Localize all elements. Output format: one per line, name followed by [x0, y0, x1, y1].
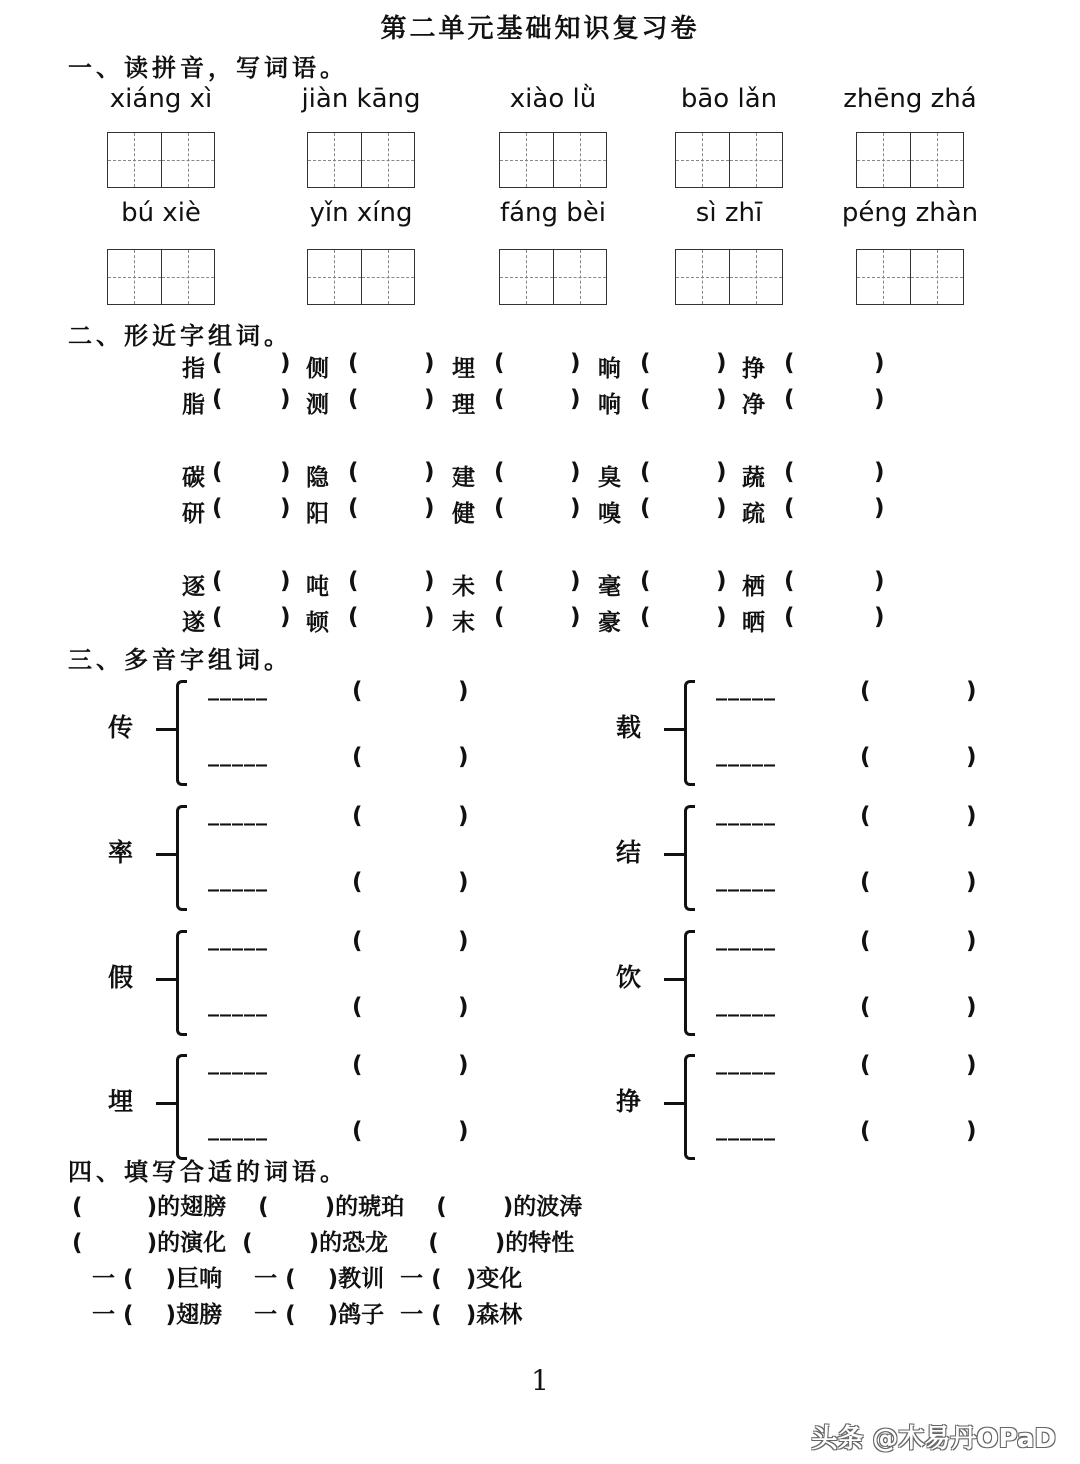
tianzige-cell: [308, 250, 361, 304]
close-paren: ): [966, 803, 977, 829]
close-paren: ): [966, 744, 977, 770]
tianzige-cell: [161, 133, 215, 187]
close-paren: ): [424, 459, 435, 485]
page-title: 第二单元基础知识复习卷: [380, 14, 700, 44]
similar-char: 疏: [742, 501, 765, 527]
answer-blank: _____: [208, 926, 268, 951]
open-paren: (: [352, 928, 363, 954]
tianzige-box: [499, 132, 607, 188]
open-paren: (: [494, 459, 505, 485]
open-paren: (: [860, 994, 871, 1020]
tianzige-cell: [910, 133, 964, 187]
polyphone-char: 载: [616, 713, 642, 742]
similar-char: 挣: [742, 356, 765, 382]
close-paren: ): [570, 568, 581, 594]
answer-blank: _____: [716, 926, 776, 951]
answer-blank: _____: [716, 676, 776, 701]
tianzige-cell: [676, 133, 729, 187]
close-paren: ): [280, 604, 291, 630]
brace-stem: [664, 1102, 686, 1105]
similar-char: 栖: [742, 574, 765, 600]
similar-char: 毫: [598, 574, 621, 600]
similar-char: 遂: [182, 610, 205, 636]
answer-blank: _____: [208, 1116, 268, 1141]
polyphone-char: 率: [108, 838, 134, 867]
answer-blank: _____: [208, 992, 268, 1017]
close-paren: ): [966, 928, 977, 954]
close-paren: ): [458, 678, 469, 704]
polyphone-char: 传: [108, 713, 134, 742]
close-paren: ): [716, 386, 727, 412]
open-paren: (: [212, 386, 223, 412]
open-paren: (: [860, 803, 871, 829]
open-paren: (: [212, 568, 223, 594]
similar-char: 嗅: [598, 501, 621, 527]
tianzige-cell: [161, 250, 215, 304]
tianzige-cell: [676, 250, 729, 304]
tianzige-cell: [857, 133, 910, 187]
section-3-heading: 三、多音字组词。: [68, 646, 292, 674]
close-paren: ): [458, 803, 469, 829]
open-paren: (: [860, 678, 871, 704]
open-paren: (: [212, 350, 223, 376]
tianzige-box: [307, 249, 415, 305]
similar-char: 理: [452, 392, 475, 418]
brace: [176, 930, 187, 1036]
brace: [684, 1054, 695, 1160]
polyphone-char: 挣: [616, 1087, 642, 1116]
tianzige-box: [107, 132, 215, 188]
open-paren: (: [640, 386, 651, 412]
close-paren: ): [874, 350, 885, 376]
polyphone-char: 结: [616, 838, 642, 867]
open-paren: (: [212, 495, 223, 521]
tianzige-cell: [553, 133, 607, 187]
close-paren: ): [966, 994, 977, 1020]
open-paren: (: [784, 604, 795, 630]
close-paren: ): [458, 1118, 469, 1144]
fill-line: ( )的翅膀 ( )的琥珀 ( )的波涛: [72, 1194, 583, 1220]
pinyin-label: xiào lǜ: [509, 84, 597, 114]
tianzige-box: [107, 249, 215, 305]
fill-line: 一 ( )翅膀 一 ( )鸽子 一 ( )森林: [84, 1302, 523, 1328]
close-paren: ): [874, 459, 885, 485]
close-paren: ): [424, 386, 435, 412]
brace: [684, 805, 695, 911]
fill-line: ( )的演化 ( )的恐龙 ( )的特性: [72, 1230, 575, 1256]
similar-char: 晌: [598, 356, 621, 382]
similar-char: 净: [742, 392, 765, 418]
open-paren: (: [784, 568, 795, 594]
tianzige-box: [675, 249, 783, 305]
brace-stem: [664, 853, 686, 856]
open-paren: (: [640, 459, 651, 485]
open-paren: (: [352, 994, 363, 1020]
open-paren: (: [640, 604, 651, 630]
close-paren: ): [424, 604, 435, 630]
similar-char: 脂: [182, 392, 205, 418]
answer-blank: _____: [208, 867, 268, 892]
brace: [684, 930, 695, 1036]
close-paren: ): [424, 495, 435, 521]
brace-stem: [156, 853, 178, 856]
tianzige-cell: [729, 250, 783, 304]
tianzige-cell: [108, 250, 161, 304]
open-paren: (: [212, 604, 223, 630]
tianzige-box: [856, 132, 964, 188]
close-paren: ): [874, 604, 885, 630]
close-paren: ): [966, 678, 977, 704]
similar-char: 隐: [306, 465, 329, 491]
similar-char: 健: [452, 501, 475, 527]
tianzige-box: [499, 249, 607, 305]
tianzige-cell: [553, 250, 607, 304]
fill-line: 一 ( )巨响 一 ( )教训 一 ( )变化: [84, 1266, 523, 1292]
close-paren: ): [280, 568, 291, 594]
pinyin-label: fáng bèi: [499, 198, 607, 228]
open-paren: (: [494, 568, 505, 594]
brace: [176, 680, 187, 786]
similar-char: 逐: [182, 574, 205, 600]
tianzige-cell: [910, 250, 964, 304]
close-paren: ): [716, 495, 727, 521]
similar-char: 吨: [306, 574, 329, 600]
polyphone-char: 饮: [616, 963, 642, 992]
open-paren: (: [348, 350, 359, 376]
open-paren: (: [784, 386, 795, 412]
brace-stem: [156, 1102, 178, 1105]
tianzige-cell: [729, 133, 783, 187]
open-paren: (: [352, 1052, 363, 1078]
open-paren: (: [860, 928, 871, 954]
open-paren: (: [784, 459, 795, 485]
section-2-heading: 二、形近字组词。: [68, 322, 292, 350]
answer-blank: _____: [716, 1116, 776, 1141]
similar-char: 埋: [452, 356, 475, 382]
open-paren: (: [784, 495, 795, 521]
tianzige-cell: [361, 250, 415, 304]
open-paren: (: [860, 1118, 871, 1144]
open-paren: (: [352, 1118, 363, 1144]
similar-char: 未: [452, 574, 475, 600]
polyphone-char: 埋: [108, 1087, 134, 1116]
open-paren: (: [860, 869, 871, 895]
close-paren: ): [458, 869, 469, 895]
brace-stem: [664, 728, 686, 731]
close-paren: ): [424, 568, 435, 594]
brace-stem: [156, 728, 178, 731]
open-paren: (: [860, 1052, 871, 1078]
tianzige-cell: [500, 133, 553, 187]
similar-char: 豪: [598, 610, 621, 636]
close-paren: ): [874, 568, 885, 594]
close-paren: ): [966, 869, 977, 895]
close-paren: ): [716, 459, 727, 485]
similar-char: 响: [598, 392, 621, 418]
open-paren: (: [640, 495, 651, 521]
answer-blank: _____: [208, 742, 268, 767]
similar-char: 指: [182, 356, 205, 382]
close-paren: ): [458, 928, 469, 954]
close-paren: ): [570, 350, 581, 376]
open-paren: (: [348, 604, 359, 630]
answer-blank: _____: [208, 801, 268, 826]
close-paren: ): [570, 459, 581, 485]
similar-char: 蔬: [742, 465, 765, 491]
tianzige-box: [856, 249, 964, 305]
close-paren: ): [716, 350, 727, 376]
tianzige-cell: [361, 133, 415, 187]
pinyin-label: sì zhī: [695, 198, 763, 228]
pinyin-label: zhēng zhá: [843, 84, 977, 114]
open-paren: (: [494, 495, 505, 521]
close-paren: ): [966, 1118, 977, 1144]
similar-char: 测: [306, 392, 329, 418]
close-paren: ): [280, 386, 291, 412]
close-paren: ): [280, 350, 291, 376]
answer-blank: _____: [716, 1050, 776, 1075]
similar-char: 阳: [306, 501, 329, 527]
similar-char: 臭: [598, 465, 621, 491]
tianzige-cell: [108, 133, 161, 187]
close-paren: ): [424, 350, 435, 376]
tianzige-box: [675, 132, 783, 188]
pinyin-label: jiàn kāng: [301, 84, 421, 114]
open-paren: (: [348, 568, 359, 594]
section-4-heading: 四、填写合适的词语。: [68, 1158, 348, 1186]
answer-blank: _____: [208, 1050, 268, 1075]
tianzige-cell: [308, 133, 361, 187]
pinyin-label: yǐn xíng: [309, 198, 413, 228]
open-paren: (: [352, 803, 363, 829]
open-paren: (: [212, 459, 223, 485]
open-paren: (: [348, 386, 359, 412]
open-paren: (: [860, 744, 871, 770]
close-paren: ): [458, 744, 469, 770]
open-paren: (: [348, 495, 359, 521]
answer-blank: _____: [716, 867, 776, 892]
answer-blank: _____: [716, 801, 776, 826]
similar-char: 末: [452, 610, 475, 636]
close-paren: ): [570, 386, 581, 412]
open-paren: (: [784, 350, 795, 376]
close-paren: ): [716, 568, 727, 594]
open-paren: (: [494, 604, 505, 630]
close-paren: ): [280, 459, 291, 485]
tianzige-box: [307, 132, 415, 188]
close-paren: ): [874, 386, 885, 412]
answer-blank: _____: [716, 742, 776, 767]
close-paren: ): [458, 994, 469, 1020]
open-paren: (: [494, 350, 505, 376]
open-paren: (: [494, 386, 505, 412]
similar-char: 晒: [742, 610, 765, 636]
close-paren: ): [874, 495, 885, 521]
pinyin-label: bú xiè: [121, 198, 201, 228]
open-paren: (: [348, 459, 359, 485]
similar-char: 碳: [182, 465, 205, 491]
brace: [176, 805, 187, 911]
open-paren: (: [352, 678, 363, 704]
pinyin-label: bāo lǎn: [680, 84, 778, 114]
close-paren: ): [570, 495, 581, 521]
section-1-heading: 一、读拼音，写词语。: [68, 54, 348, 82]
close-paren: ): [716, 604, 727, 630]
similar-char: 建: [452, 465, 475, 491]
similar-char: 侧: [306, 356, 329, 382]
tianzige-cell: [500, 250, 553, 304]
similar-char: 顿: [306, 610, 329, 636]
brace-stem: [156, 978, 178, 981]
brace: [684, 680, 695, 786]
open-paren: (: [640, 568, 651, 594]
brace: [176, 1054, 187, 1160]
close-paren: ): [458, 1052, 469, 1078]
pinyin-label: xiáng xì: [109, 84, 213, 114]
tianzige-cell: [857, 250, 910, 304]
pinyin-label: péng zhàn: [841, 198, 979, 228]
similar-char: 研: [182, 501, 205, 527]
open-paren: (: [352, 744, 363, 770]
polyphone-char: 假: [108, 963, 134, 992]
brace-stem: [664, 978, 686, 981]
close-paren: ): [570, 604, 581, 630]
open-paren: (: [640, 350, 651, 376]
close-paren: ): [280, 495, 291, 521]
answer-blank: _____: [716, 992, 776, 1017]
watermark: 头条 @木易丹OPaD: [811, 1424, 1056, 1454]
page-number: 1: [531, 1364, 549, 1397]
answer-blank: _____: [208, 676, 268, 701]
open-paren: (: [352, 869, 363, 895]
close-paren: ): [966, 1052, 977, 1078]
